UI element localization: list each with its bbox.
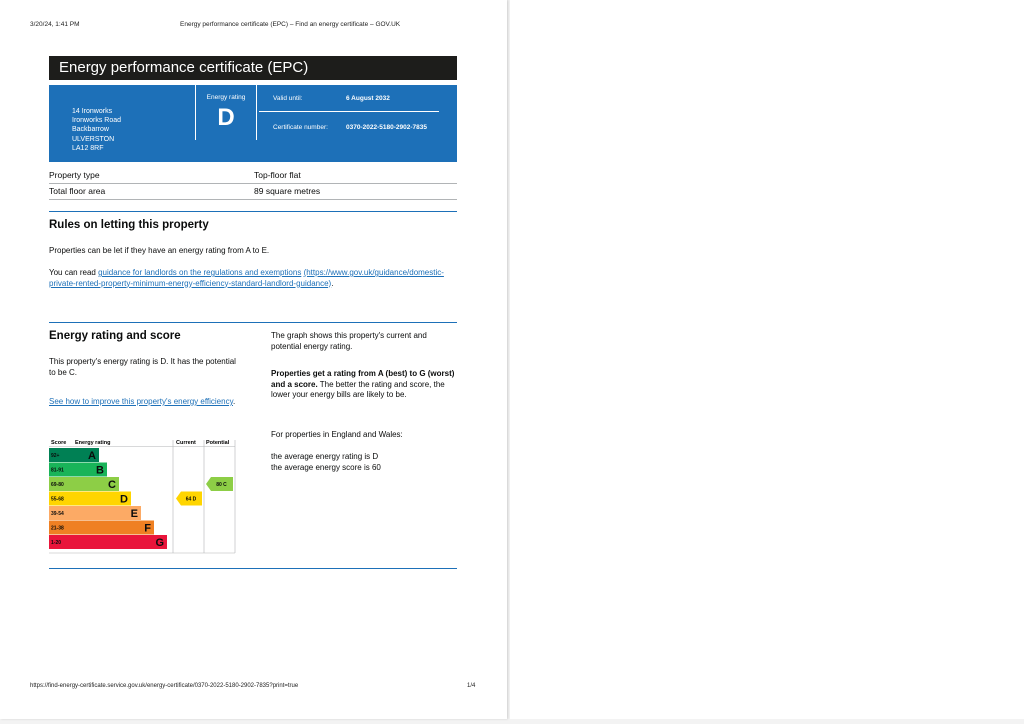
band-score-d: 55-68 (51, 496, 64, 503)
england-wales-label: For properties in England and Wales: (271, 430, 403, 439)
current-score-label: 64 D (185, 496, 197, 503)
band-score-e: 39-54 (51, 511, 64, 517)
property-type-value: Top-floor flat (254, 170, 301, 180)
band-score-c: 69-80 (51, 482, 64, 488)
print-url: https://find-energy-certificate.service.gov.uk/energy-certificate/0370-2022-5180-2902-7835?print=true (30, 683, 299, 689)
chart-header-potential: Potential (206, 440, 230, 446)
section-divider (49, 211, 457, 212)
rules-heading: Rules on letting this property (49, 219, 209, 231)
certificate-number-value: 0370-2022-5180-2902-7835 (346, 124, 427, 131)
floor-area-value: 89 square metres (254, 186, 321, 196)
band-score-b: 81-91 (51, 467, 64, 474)
property-type-row (49, 169, 457, 184)
band-letter-e: E (130, 508, 138, 520)
rules-paragraph: Properties can be let if they have an energy rating from A to E. (49, 246, 270, 255)
chart-header-energy-rating: Energy rating (75, 440, 111, 446)
energy-rating-paragraph: This property's energy rating is D. It has the potential to be C. (49, 357, 236, 377)
band-score-f: 21-38 (51, 525, 64, 532)
average-score-text: the average energy score is 60 (271, 463, 381, 472)
landlord-guidance-url[interactable]: (https://www.gov.uk/guidance/domestic-private-rented-property-minimum-energy-efficiency-standard-landlord-guidance) (49, 268, 444, 288)
energy-rating-label: Energy rating (206, 94, 246, 101)
section-divider (49, 322, 457, 323)
energy-heading: Energy rating and score (49, 330, 181, 342)
band-score-a: 92+ (51, 453, 60, 459)
rating-explanation: Properties get a rating from A (best) to G (worst) and a score. The better the rating and score, the lower your energy bills are likely to be. (271, 369, 455, 399)
section-divider (49, 568, 457, 569)
band-letter-a: A (88, 450, 96, 462)
chart-header-current: Current (176, 440, 196, 446)
rules-guidance-paragraph: You can read guidance for landlords on the regulations and exemptions (https://www.gov.uk/guidance/domestic-private-rented-property-minimum-energy-efficiency-standard-landlord-guidance). (49, 268, 444, 288)
valid-until-value: 6 August 2032 (346, 95, 390, 102)
graph-explanation: The graph shows this property's current and potential energy rating. (271, 331, 427, 351)
band-letter-b: B (96, 464, 104, 477)
band-letter-c: C (108, 479, 116, 491)
energy-rating-letter: D (217, 104, 235, 131)
band-letter-g: G (155, 537, 164, 549)
average-rating-text: the average energy rating is D (271, 452, 379, 461)
property-type-label: Property type (49, 170, 100, 180)
landlord-guidance-link[interactable]: guidance for landlords on the regulations and exemptions (98, 268, 302, 277)
floor-area-label: Total floor area (49, 186, 106, 196)
band-bar-f (49, 521, 154, 535)
energy-rating-box (195, 85, 257, 140)
improve-efficiency-paragraph: See how to improve this property's energy efficiency. (49, 397, 236, 406)
page-number: 1/4 (467, 683, 476, 689)
band-letter-d: D (120, 493, 128, 506)
improve-efficiency-link[interactable]: See how to improve this property's energy efficiency (49, 397, 233, 406)
band-bar-g (49, 535, 167, 549)
energy-rating-chart (49, 437, 237, 555)
potential-score-label: 80 C (216, 482, 227, 488)
divider (259, 111, 439, 112)
property-address: 14 Ironworks Ironworks Road Backbarrow ULVERSTON LA12 8RF (72, 108, 122, 152)
band-score-g: 1-20 (51, 540, 62, 546)
epc-title-banner: Energy performance certificate (EPC) (49, 56, 457, 80)
chart-header-score: Score (51, 440, 67, 446)
pdf-page-1 (0, 0, 507, 719)
band-letter-f: F (144, 522, 151, 535)
print-page-title: Energy performance certificate (EPC) – Find an energy certificate – GOV.UK (180, 21, 401, 28)
floor-area-row (49, 185, 457, 200)
valid-until-label: Valid until: (273, 95, 303, 102)
print-datetime: 3/20/24, 1:41 PM (30, 21, 80, 28)
pdf-page-2-blank (510, 0, 1024, 719)
certificate-summary-panel (49, 85, 457, 162)
certificate-number-label: Certificate number: (273, 124, 328, 131)
